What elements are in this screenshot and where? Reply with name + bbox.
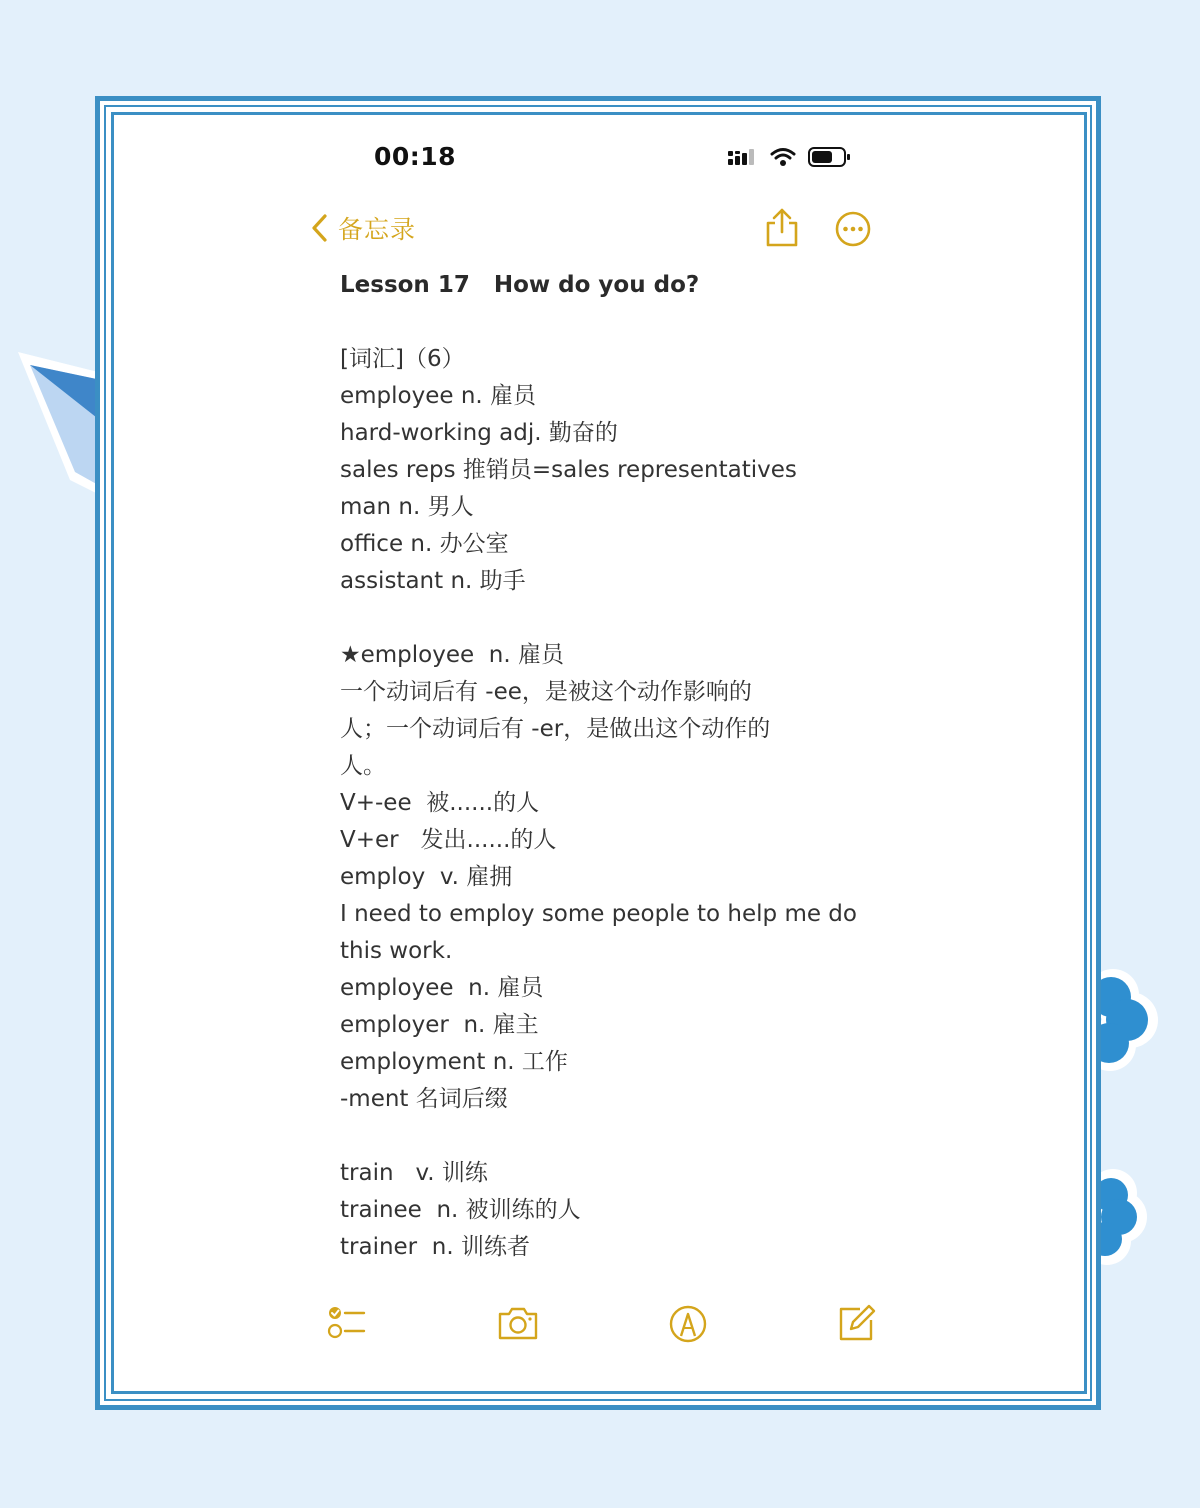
more-icon[interactable]: [834, 210, 872, 248]
checklist-icon[interactable]: [326, 1302, 370, 1346]
camera-icon[interactable]: [496, 1302, 540, 1346]
note-body[interactable]: [340, 267, 900, 1266]
note-line: employ v. 雇拥: [340, 864, 513, 890]
share-icon[interactable]: [764, 208, 800, 248]
vocab-item: assistant n. 助手: [340, 568, 526, 594]
note-line: train v. 训练: [340, 1160, 488, 1186]
chevron-left-icon: [310, 213, 330, 243]
back-button[interactable]: [310, 210, 416, 246]
note-line: ★employee n. 雇员: [340, 642, 564, 668]
vocab-item: sales reps 推销员=sales representatives: [340, 457, 797, 483]
vocab-item: employee n. 雇员: [340, 383, 537, 409]
wifi-icon: [772, 150, 794, 167]
battery-icon: [809, 148, 850, 166]
vocab-item: man n. 男人: [340, 494, 474, 520]
note-line: V+-ee 被......的人: [340, 790, 540, 816]
compose-icon[interactable]: [834, 1302, 878, 1346]
note-line: this work.: [340, 938, 453, 964]
blank-line: [340, 600, 900, 637]
back-label: 备忘录: [338, 215, 417, 244]
vocab-item: hard-working adj. 勤奋的: [340, 420, 618, 446]
note-line: V+er 发出......的人: [340, 827, 557, 853]
note-title: Lesson 17 How do you do?: [340, 272, 700, 298]
note-line: 一个动词后有 -ee，是被这个动作影响的: [340, 679, 752, 705]
note-line: I need to employ some people to help me do: [340, 901, 857, 927]
note-line: employment n. 工作: [340, 1049, 568, 1075]
status-time: 00:18: [374, 142, 457, 171]
status-icons: [726, 144, 856, 172]
vocab-item: office n. 办公室: [340, 531, 509, 557]
note-line: trainee n. 被训练的人: [340, 1197, 581, 1223]
vocab-heading: [词汇]（6）: [340, 346, 465, 372]
note-line: 人。: [340, 753, 386, 779]
note-line: employer n. 雇主: [340, 1012, 539, 1038]
blank-line: [340, 1118, 900, 1155]
note-line: 人；一个动词后有 -er，是做出这个动作的: [340, 716, 771, 742]
note-line: trainer n. 训练者: [340, 1234, 530, 1260]
note-line: employee n. 雇员: [340, 975, 544, 1001]
markup-icon[interactable]: [666, 1302, 710, 1346]
blank-line: [340, 304, 900, 341]
signal-icon: [728, 149, 754, 165]
note-line: -ment 名词后缀: [340, 1086, 508, 1112]
